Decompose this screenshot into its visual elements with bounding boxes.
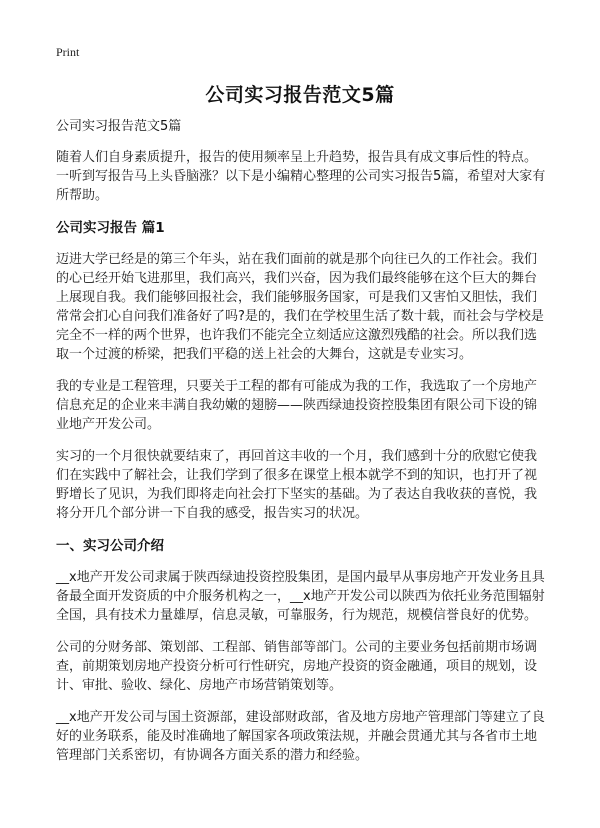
page-title: 公司实习报告范文5篇 <box>205 84 395 106</box>
section-heading-1: 公司实习报告 篇1 <box>56 220 165 236</box>
paragraph-4: __x地产开发公司隶属于陕西绿迪投资控股集团，是国内最早从事房地产开发业务且具备最全面开发资质的中介服务机构之一，__x地产开发公司以陕西为依托业务范围辐射全国，具有技术力量雄厚，信息灵敏，可靠服务，行为规范，规模信誉良好的优势。 <box>56 570 545 623</box>
article-subtitle: 公司实习报告范文5篇 <box>56 119 182 134</box>
paragraph-3: 实习的一个月很快就要结束了，再回首这丰收的一个月，我们感到十分的欣慰它使我们在实践中了解社会，让我们学到了很多在课堂上根本就学不到的知识，也打开了视野增长了见识，为我们即将走向社会打下坚实的基础。为了表达自我收获的喜悦，我将分开几个部分讲一下自我的感受，报告实习的状况。 <box>56 449 538 521</box>
paragraph-2: 我的专业是工程管理，只要关于工程的都有可能成为我的工作，我选取了一个房地产信息充足的企业来丰满自我幼嫩的翅膀——陕西绿迪投资控股集团有限公司下设的锦业地产开发公司。 <box>56 379 538 432</box>
article-body <box>56 117 548 778</box>
intro-paragraph: 随着人们自身素质提升，报告的使用频率呈上升趋势，报告具有成文事后性的特点。一听到写报告马上头昏脑涨？以下是小编精心整理的公司实习报告5篇，希望对大家有所帮助。 <box>56 150 546 203</box>
paragraph-6: __x地产开发公司与国土资源部，建设部财政部，省及地方房地产管理部门等建立了良好的业务联系，能及时准确地了解国家各项政策法规，并融会贯通尤其与各省市土地管理部门关系密切，有协调各方面关系的潜力和经验。 <box>56 710 545 763</box>
print-link[interactable]: Print <box>56 45 80 59</box>
paragraph-1: 迈进大学已经是的第三个年头，站在我们面前的就是那个向往已久的工作社会。我们的心已经开始飞进那里，我们高兴，我们兴奋，因为我们最终能够在这个巨大的舞台上展现自我。我们能够回报社会，我们能够服务国家，可是我们又害怕又胆怯，我们常常会扪心自问我们准备好了吗?是的，我们在学校里生活了数十载，而社会与学校是完全不一样的两个世界，也许我们不能完全立刻适应这激烈残酷的社会。所以我们选取一个过渡的桥梁，把我们平稳的送上社会的大舞台，这就是专业实习。 <box>56 252 544 362</box>
paragraph-5: 公司的分财务部、策划部、工程部、销售部等部门。公司的主要业务包括前期市场调查，前期策划房地产投资分析可行性研究，房地产投资的资金融通，项目的规划，设计、审批、验收、绿化、房地产市场营销策划等。 <box>56 640 538 693</box>
section-heading-2: 一、实习公司介绍 <box>56 538 164 554</box>
